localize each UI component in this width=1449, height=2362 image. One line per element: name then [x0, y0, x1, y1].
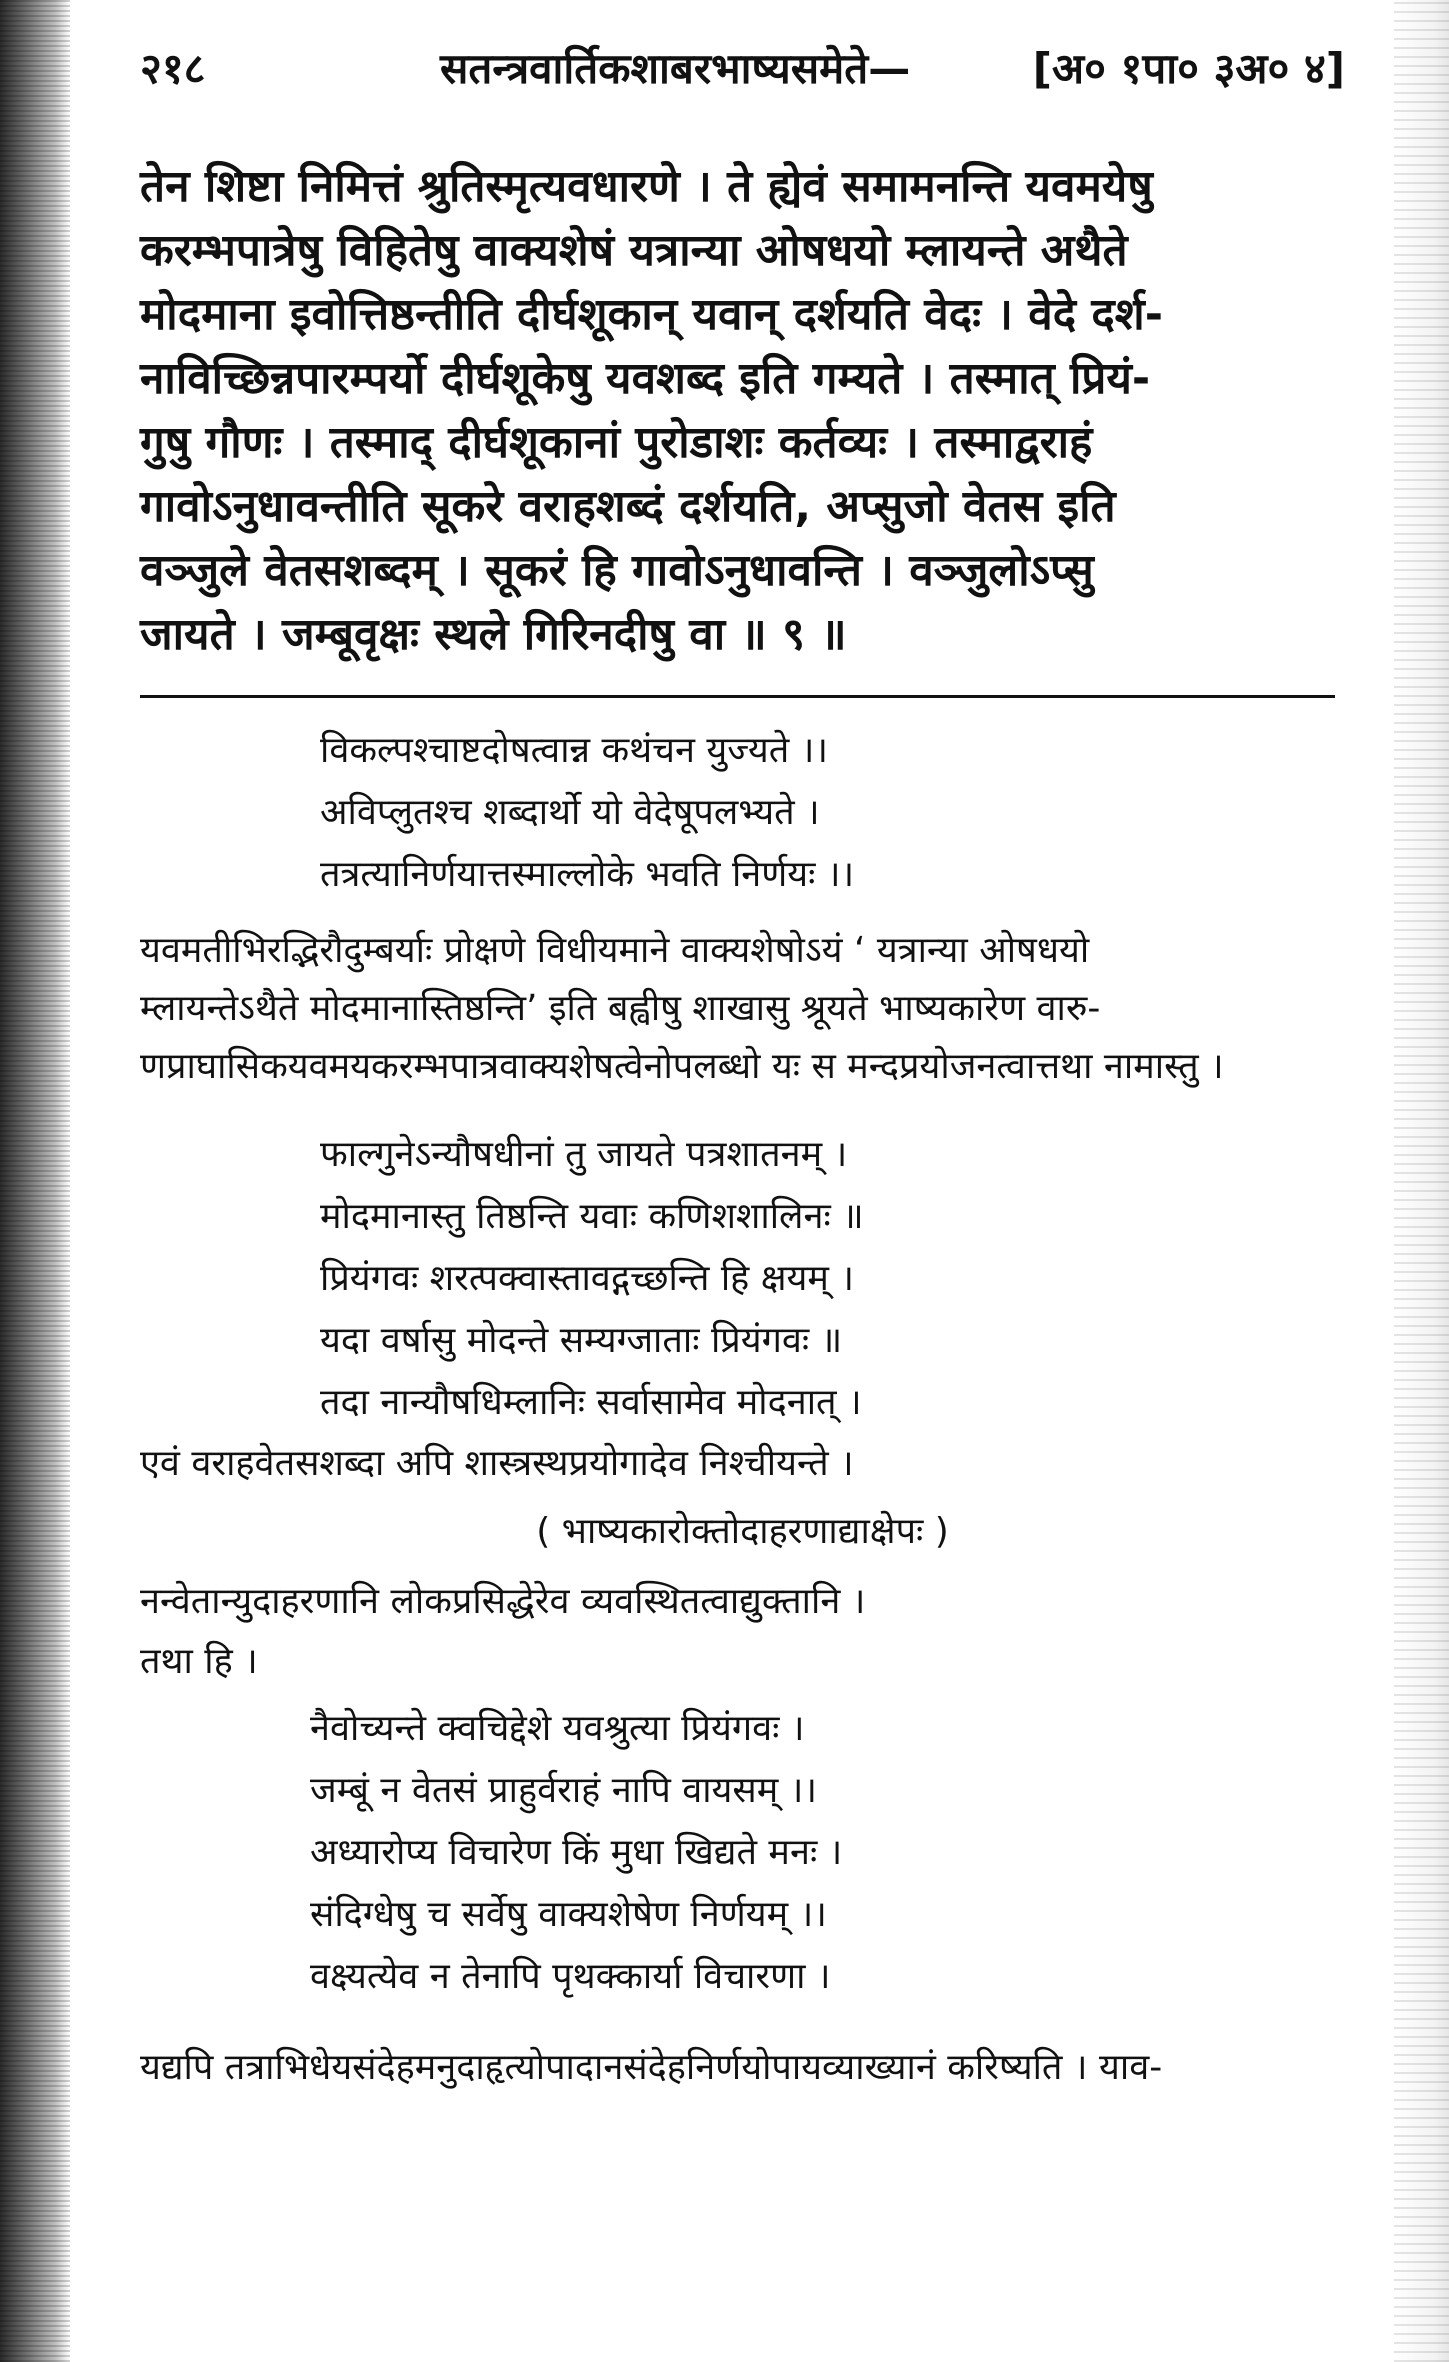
main-text-line: तेन शिष्टा निमित्तं श्रुतिस्मृत्यवधारणे । ते ह्येवं समामनन्ति यवमयेषु — [140, 161, 1153, 212]
running-title: सतन्त्रवार्तिकशाबरभाष्यसमेते— — [440, 44, 911, 93]
objection-line: नन्वेतान्युदाहरणानि लोकप्रसिद्धेरेव व्यवस्थितत्वाद्युक्तानि । — [140, 1581, 866, 1622]
verse-line: विकल्पश्चाष्टदोषत्वान्न कथंचन युज्यते ।। — [320, 730, 829, 771]
commentary-line: म्लायन्तेऽथैते मोदमानास्तिष्ठन्ति’ इति बह्वीषु शाखासु श्रूयते भाष्यकारेण वारु- — [140, 988, 1101, 1029]
verse-line: फाल्गुनेऽन्यौषधीनां तु जायते पत्रशातनम् । — [320, 1134, 848, 1175]
main-text-line: जायते । जम्बूवृक्षः स्थले गिरिनदीषु वा ॥ ९ ॥ — [140, 609, 847, 660]
verse-line: मोदमानास्तु तिष्ठन्ति यवाः कणिशशालिनः ॥ — [320, 1196, 864, 1237]
running-header — [140, 25, 1345, 105]
page-binding-shadow — [0, 0, 70, 2362]
main-text-line: वञ्जुले वेतसशब्दम् । सूकरं हि गावोऽनुधावन्ति । वञ्जुलोऽप्सु — [140, 545, 1094, 596]
verse-line: अविप्लुतश्च शब्दार्थो यो वेदेषूपलभ्यते । — [320, 792, 820, 833]
verse-block-1 — [140, 720, 1345, 906]
commentary-paragraph-1 — [140, 922, 1345, 1096]
verse-line: वक्ष्यत्येव न तेनापि पृथक्कार्या विचारणा । — [310, 1956, 831, 1997]
section-heading: ( भाष्यकारोक्तोदाहरणाद्याक्षेपः ) — [536, 1511, 949, 1552]
section-divider — [140, 695, 1335, 698]
verse-line: अध्यारोप्य विचारेण किं मुधा खिद्यते मनः । — [310, 1832, 843, 1873]
main-text-line: मोदमाना इवोत्तिष्ठन्तीति दीर्घशूकान् यवान् दर्शयति वेदः । वेदे दर्श- — [140, 289, 1163, 340]
verse-line: संदिग्धेषु च सर्वेषु वाक्यशेषेण निर्णयम् ।। — [310, 1894, 827, 1935]
page-edge-texture — [1394, 0, 1449, 2362]
verse-line: तदा नान्यौषधिम्लानिः सर्वासामेव मोदनात् । — [320, 1382, 862, 1423]
verse-block-2 — [140, 1124, 1345, 1434]
book-page — [140, 25, 1345, 2098]
verse-line: नैवोच्यन्ते क्वचिद्देशे यवश्रुत्या प्रियंगवः । — [310, 1708, 805, 1749]
main-text-block — [140, 155, 1345, 667]
closing-text-line: यद्यपि तत्राभिधेयसंदेहमनुदाहृत्योपादानसंदेहनिर्णयोपायव्याख्यानं करिष्यति । याव- — [140, 2047, 1163, 2088]
verse-block-3 — [140, 1698, 1345, 2008]
commentary-line: णप्राघासिकयवमयकरम्भपात्रवाक्यशेषत्वेनोपलब्धो यः स मन्दप्रयोजनत्वात्तथा नामास्तु । — [140, 1046, 1224, 1087]
page-number: २१८ — [140, 44, 206, 93]
verse-line: यदा वर्षासु मोदन्ते सम्यग्जाताः प्रियंगवः ॥ — [320, 1320, 843, 1361]
verse-line: प्रियंगवः शरत्पक्वास्तावद्गच्छन्ति हि क्षयम् । — [320, 1258, 855, 1299]
verse-line: तत्रत्यानिर्णयात्तस्माल्लोके भवति निर्णयः ।। — [320, 854, 855, 895]
main-text-line: गावोऽनुधावन्तीति सूकरे वराहशब्दं दर्शयति, अप्सुजो वेतस इति — [140, 481, 1116, 532]
main-text-line: नाविच्छिन्नपारम्पर्यो दीर्घशूकेषु यवशब्द इति गम्यते । तस्मात् प्रियं- — [140, 353, 1151, 404]
commentary-line: यवमतीभिरद्भिरौदुम्बर्याः प्रोक्षणे विधीयमाने वाक्यशेषोऽयं ‘ यत्रान्या ओषधयो — [140, 930, 1090, 971]
section-reference: [अ० १पा० ३अ० ४] — [1032, 44, 1345, 93]
objection-line: तथा हि । — [140, 1641, 258, 1682]
verse-line: जम्बूं न वेतसं प्राहुर्वराहं नापि वायसम् ।। — [310, 1770, 818, 1811]
main-text-line: करम्भपात्रेषु विहितेषु वाक्यशेषं यत्रान्या ओषधयो म्लायन्ते अथैते — [140, 225, 1128, 276]
main-text-line: गुषु गौणः । तस्माद् दीर्घशूकानां पुरोडाशः कर्तव्यः । तस्माद्वराहं — [140, 417, 1093, 468]
commentary-paragraph-2: एवं वराहवेतसशब्दा अपि शास्त्रस्थप्रयोगादेव निश्चीयन्ते । — [140, 1443, 854, 1484]
